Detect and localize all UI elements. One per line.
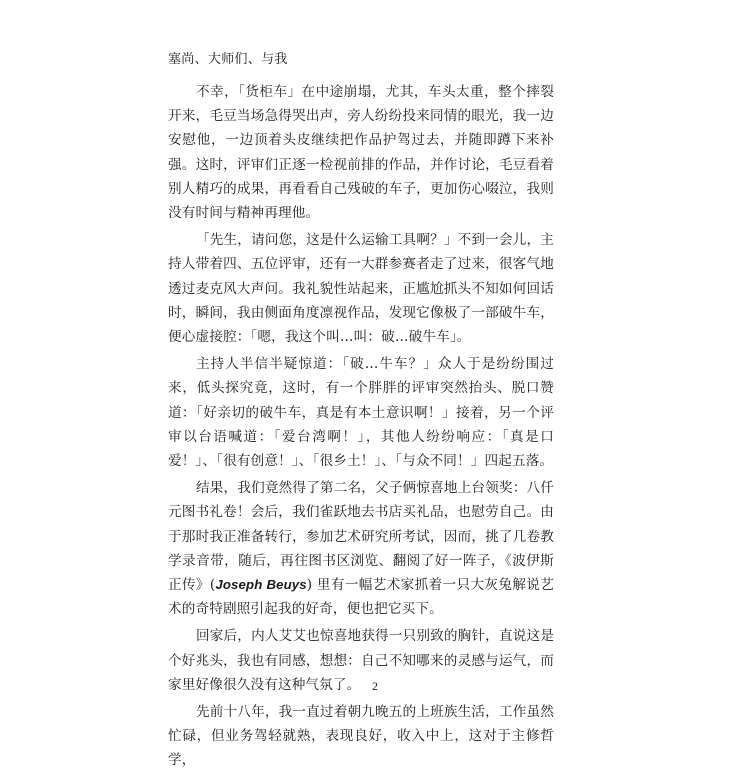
- artist-name-latin: Joseph Beuys: [215, 577, 307, 593]
- paragraph-6: 先前十八年，我一直过着朝九晚五的上班族生活，工作虽然忙碌，但业务驾轻就熟，表现良好，收入中上，这对于主修哲学，: [168, 704, 554, 769]
- body-text: [168, 80, 554, 776]
- paragraph-4-text-before: 结果，我们竟然得了第二名，父子俩惊喜地上台领奖：八仟元图书礼卷！会后，我们雀跃地去书店买礼品，也慰劳自己。由于那时我正准备转行，参加艺术研究所考试，因而，挑了几卷教学录音带，随后，再往图书区浏览、翻阅了好一阵子，《波伊斯正传》(: [168, 480, 554, 594]
- running-header: 塞尚、大师们、与我: [168, 52, 288, 67]
- paragraph-3: 主持人半信半疑惊道：「破…牛车？」众人于是纷纷围过来，低头探究竟，这时，有一个胖胖的评审突然抬头、脱口赞道：「好亲切的破牛车，真是有本土意识啊！」接着，另一个评审以台语喊道：「爱台湾啊！」，其他人纷纷响应：「真是口爱！」、「很有创意！」、「很乡土！」、「与众不同！」四起五落。: [168, 356, 554, 470]
- paragraph-5: 回家后，内人艾艾也惊喜地获得一只别致的胸针，直说这是个好兆头，我也有同感，想想：自己不知哪来的灵感与运气，而家里好像很久没有这种气氛了。: [168, 628, 554, 693]
- paragraph-4: [168, 476, 554, 621]
- page-number: 2: [372, 679, 378, 693]
- paragraph-4-text-after: ) 里有一幅艺术家抓着一只大灰兔解说艺术的奇特剧照引起我的好奇，便也把它买下。: [168, 577, 555, 618]
- paragraph-2: 「先生，请问您，这是什么运输工具啊？」不到一会儿，主持人带着四、五位评审，还有一大群参赛者走了过来，很客气地透过麦克风大声问。我礼貌性站起来，正尴尬抓头不知如何回话时，瞬间，我由侧面角度凛视作品，发现它像极了一部破牛车，便心虚接腔：「嗯，我这个叫…叫：破…破牛车」。: [168, 232, 554, 346]
- paragraph-1: 不幸，「货柜车」在中途崩塌，尤其，车头太重，整个摔裂开来，毛豆当场急得哭出声，旁人纷纷投来同情的眼光，我一边安慰他，一边顶着头皮继续把作品护驾过去，并随即蹲下来补强。这时，评审们正逐一检视前排的作品，并作讨论，毛豆看着别人精巧的成果，再看看自己残破的车子，更加伤心啜泣，我则没有时间与精神再理他。: [168, 84, 554, 222]
